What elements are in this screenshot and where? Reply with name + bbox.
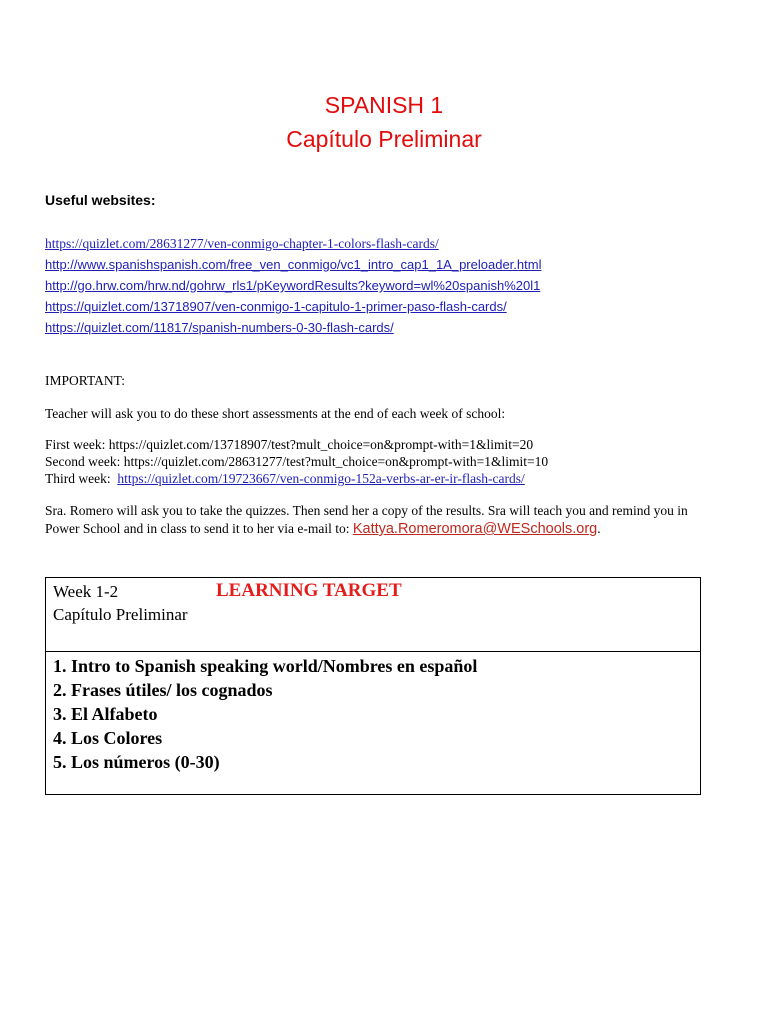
sra-note-text: Power School and in class to send it to her via e-mail to:: [45, 521, 353, 536]
list-item: [45, 317, 541, 338]
important-label: IMPORTANT:: [45, 373, 125, 388]
quizlet-colors-link[interactable]: https://quizlet.com/28631277/ven-conmigo-chapter-1-colors-flash-cards/: [45, 236, 439, 251]
sra-note-line-2: [45, 521, 601, 537]
topic-item: 1. Intro to Spanish speaking world/Nombres en español: [53, 656, 478, 676]
page-subtitle: Capítulo Preliminar: [286, 126, 482, 152]
topic-item: 4. Los Colores: [53, 728, 163, 748]
list-item: [45, 254, 541, 275]
table-header-cell: [46, 578, 700, 652]
teacher-note: Teacher will ask you to do these short assessments at the end of each week of school:: [45, 406, 506, 421]
learning-target-table: [45, 577, 701, 795]
sra-note-line-1: Sra. Romero will ask you to take the quizzes. Then send her a copy of the results. Sra will teach you and remind you in: [45, 503, 688, 518]
spanishspanish-link[interactable]: http://www.spanishspanish.com/free_ven_conmigo/vc1_intro_cap1_1A_preloader.html: [45, 257, 542, 272]
third-week-link[interactable]: https://quizlet.com/19723667/ven-conmigo-152a-verbs-ar-er-ir-flash-cards/: [117, 471, 525, 486]
third-week-assessment: [45, 471, 525, 487]
list-item: [45, 233, 541, 254]
learning-target-heading: LEARNING TARGET: [216, 580, 402, 601]
second-week-assessment: Second week: https://quizlet.com/28631277/test?mult_choice=on&prompt-with=1&limit=10: [45, 454, 549, 469]
quizlet-primer-paso-link[interactable]: https://quizlet.com/13718907/ven-conmigo-1-capitulo-1-primer-paso-flash-cards/: [45, 299, 507, 314]
quizlet-numbers-link[interactable]: https://quizlet.com/11817/spanish-numbers-0-30-flash-cards/: [45, 320, 394, 335]
list-item: [45, 296, 541, 317]
topic-item: 3. El Alfabeto: [53, 704, 158, 724]
third-week-label: Third week:: [45, 471, 118, 486]
topic-item: 2. Frases útiles/ los cognados: [53, 680, 273, 700]
sra-note-period: .: [597, 521, 601, 536]
first-week-assessment: First week: https://quizlet.com/13718907/test?mult_choice=on&prompt-with=1&limit=20: [45, 437, 534, 452]
table-topics-cell: [46, 652, 700, 794]
useful-websites-heading: Useful websites:: [45, 192, 156, 208]
topic-item: 5. Los números (0-30): [53, 752, 220, 772]
list-item: [45, 275, 541, 296]
hrw-keyword-link[interactable]: http://go.hrw.com/hrw.nd/gohrw_rls1/pKeywordResults?keyword=wl%20spanish%20l1: [45, 278, 541, 293]
week-label: Week 1-2: [53, 582, 119, 601]
website-links-list: [45, 233, 541, 338]
chapter-label: Capítulo Preliminar: [53, 605, 188, 624]
page-title: SPANISH 1: [324, 92, 444, 118]
teacher-email-link[interactable]: Kattya.Romeromora@WESchools.org: [352, 521, 598, 537]
